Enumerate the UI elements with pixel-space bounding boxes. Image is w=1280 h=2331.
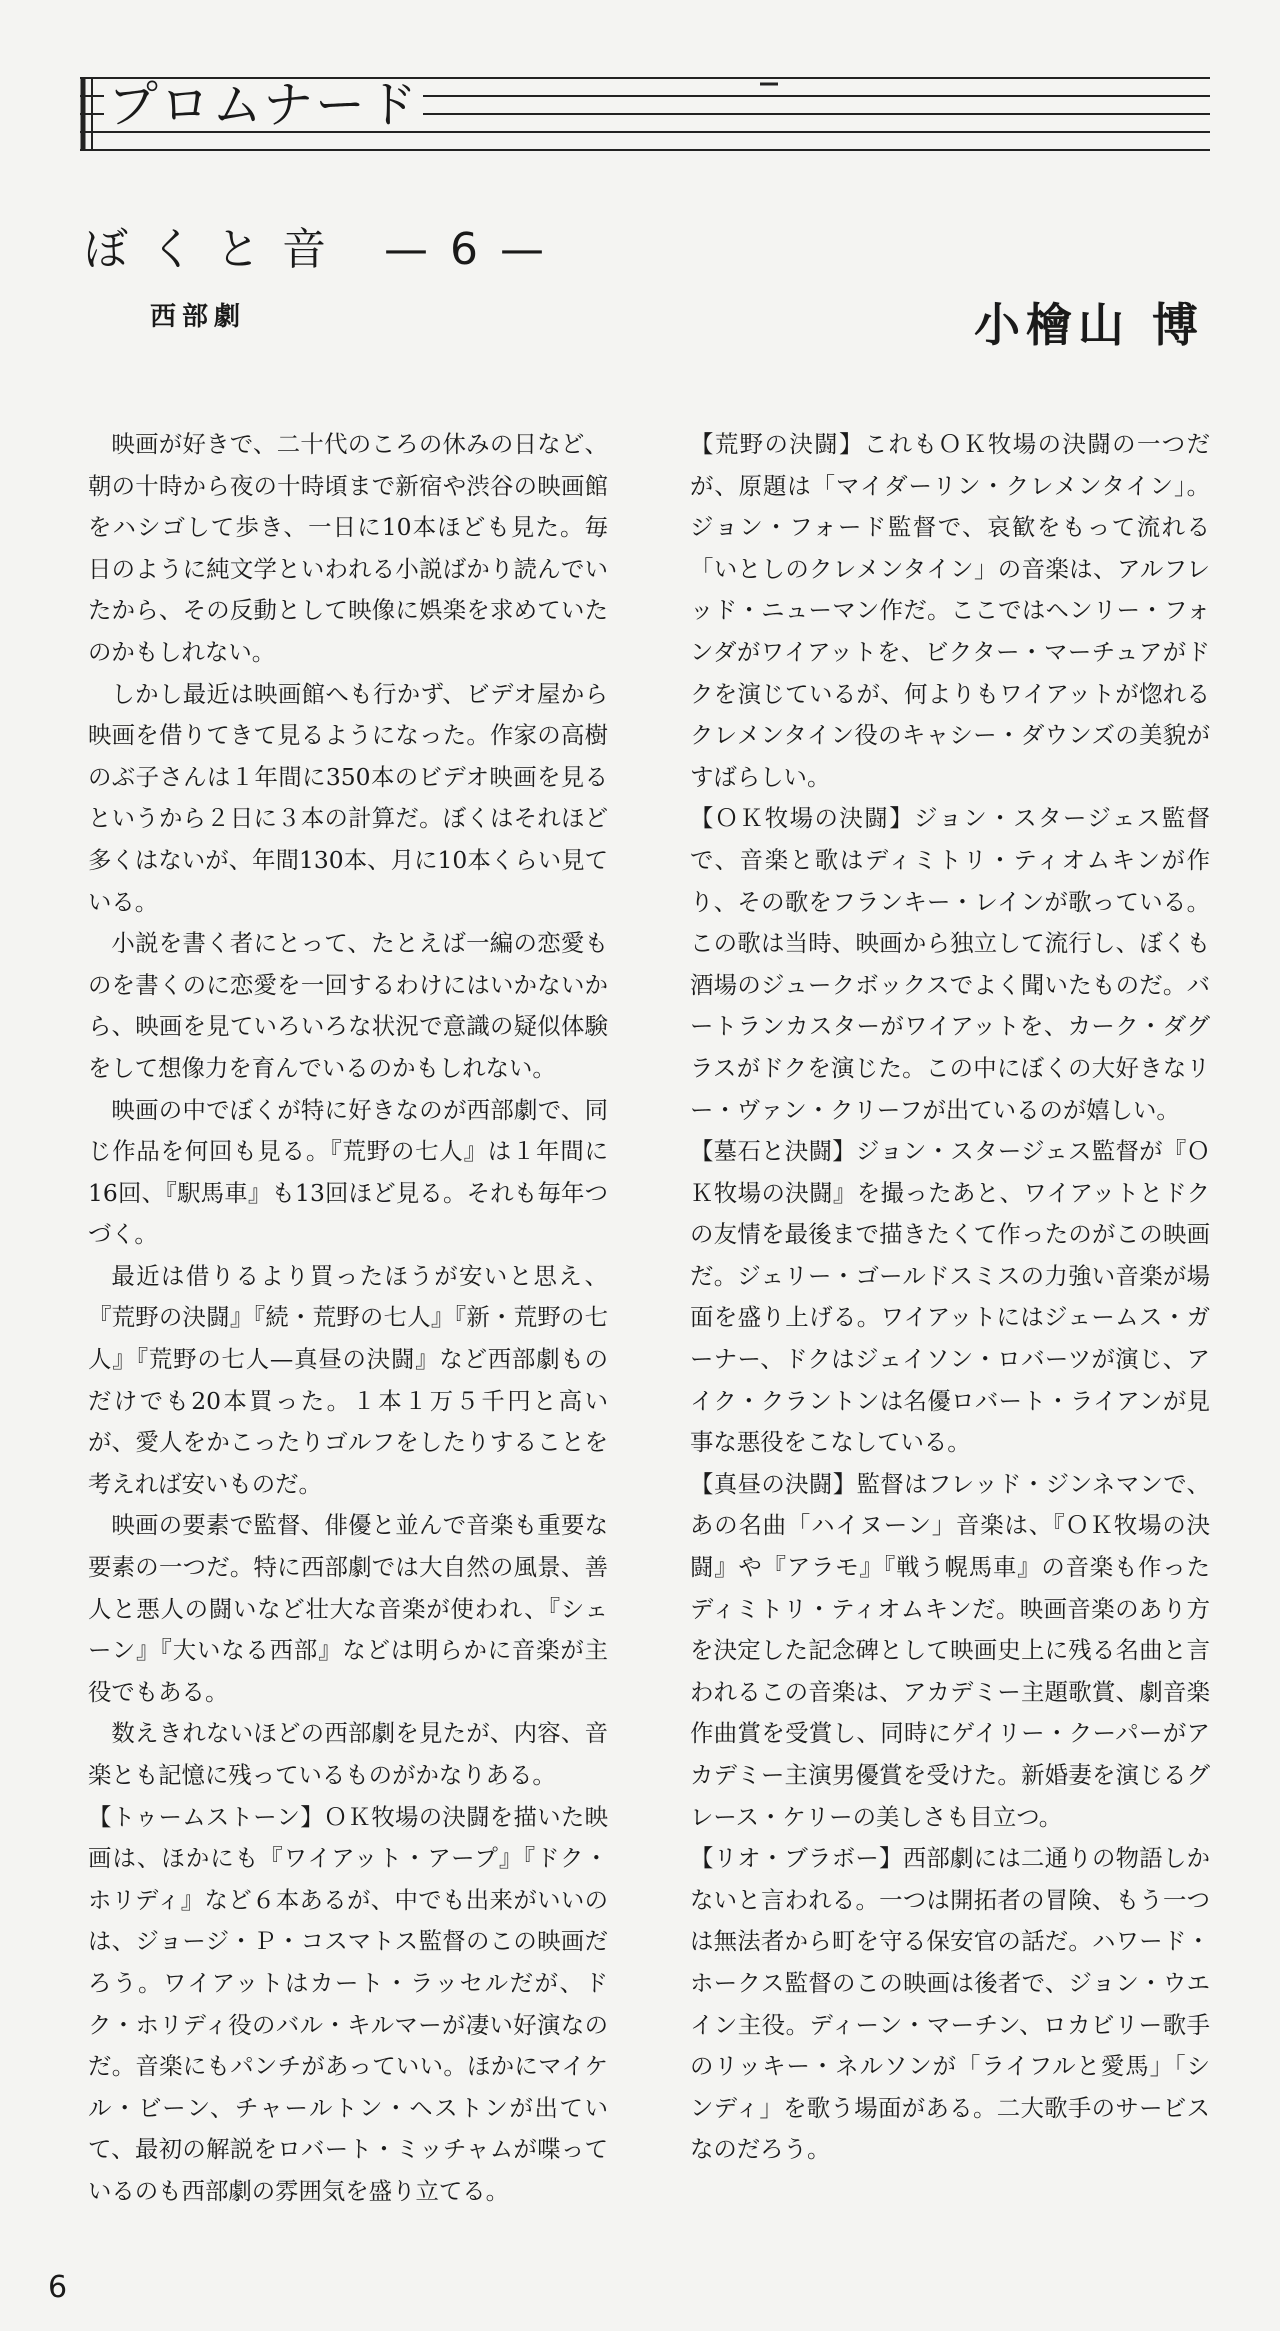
left-column xyxy=(88,424,608,2213)
paragraph: しかし最近は映画館へも行かず、ビデオ屋から映画を借りてきて見るようになった。作家の高樹のぶ子さんは１年間に350本のビデオ映画を見るというから２日に３本の計算だ。ぼくはそれほど多くはないが、年間130本、月に10本くらい見ている。 xyxy=(88,679,608,916)
paragraph: 【荒野の決闘】これもＯＫ牧場の決闘の一つだが、原題は「マイダーリン・クレメンタイン」。ジョン・フォード監督で、哀歓をもって流れる「いとしのクレメンタイン」の音楽は、アルフレッド・ニューマン作だ。ここではヘンリー・フォンダがワイアットを、ビクター・マーチュアがドクを演じているが、何よりもワイアットが惚れるクレメンタイン役のキャシー・ダウンズの美貌がすばらしい。 xyxy=(690,430,1210,791)
page-number: 6 xyxy=(48,2270,68,2305)
paragraph: 【ＯＫ牧場の決闘】ジョン・スタージェス監督で、音楽と歌はディミトリ・ティオムキンが作り、その歌をフランキー・レインが歌っている。この歌は当時、映画から独立して流行し、ぼくも酒場のジュークボックスでよく聞いたものだ。バートランカスターがワイアットを、カーク・ダグラスがドクを演じた。この中にぼくの大好きなリー・ヴァン・クリーフが出ているのが嬉しい。 xyxy=(690,804,1210,1124)
paragraph: 映画の要素で監督、俳優と並んで音楽も重要な要素の一つだ。特に西部劇では大自然の風景、善人と悪人の闘いなど壮大な音楽が使われ、『シェーン』『大いなる西部』などは明らかに音楽が主役でもある。 xyxy=(88,1511,608,1706)
right-column xyxy=(690,424,1210,2171)
paragraph: 小説を書く者にとって、たとえば一編の恋愛ものを書くのに恋愛を一回するわけにはいかないから、映画を見ていろいろな状況で意識の疑似体験をして想像力を育んでいるのかもしれない。 xyxy=(88,929,608,1082)
section-title: プロムナード xyxy=(104,80,423,130)
paragraph: 数えきれないほどの西部劇を見たが、内容、音楽とも記憶に残っているものがかなりある。 xyxy=(88,1719,608,1789)
paragraph: 【トゥームストーン】ＯＫ牧場の決闘を描いた映画は、ほかにも『ワイアット・アープ』『ドク・ホリディ』など６本あるが、中でも出来がいいのは、ジョージ・Ｐ・コスマトス監督のこの映画だろう。ワイアットはカート・ラッセルだが、ドク・ホリディ役のバル・キルマーが凄い好演なのだ。音楽にもパンチがあっていい。ほかにマイケル・ビーン、チャールトン・ヘストンが出ていて、最初の解説をロバート・ミッチャムが喋っているのも西部劇の雰囲気を盛り立てる。 xyxy=(88,1802,608,2205)
paragraph: 【真昼の決闘】監督はフレッド・ジンネマンで、あの名曲「ハイヌーン」音楽は、『ＯＫ牧場の決闘』や『アラモ』『戦う幌馬車』の音楽も作ったディミトリ・ティオムキンだ。映画音楽のあり方を決定した記念碑として映画史上に残る名曲と言われるこの音楽は、アカデミー主題歌賞、劇音楽作曲賞を受賞し、同時にゲイリー・クーパーがアカデミー主演男優賞を受けた。新婚妻を演じるグレース・ケリーの美しさも目立つ。 xyxy=(690,1469,1210,1831)
paragraph: 【墓石と決闘】ジョン・スタージェス監督が『ＯＫ牧場の決闘』を撮ったあと、ワイアットとドクの友情を最後まで描きたくて作ったのがこの映画だ。ジェリー・ゴールドスミスの力強い音楽が場面を盛り上げる。ワイアットにはジェームス・ガーナー、ドクはジェイソン・ロバーツが演じ、アイク・クラントンは名優ロバート・ライアンが見事な悪役をこなしている。 xyxy=(690,1137,1210,1457)
article-subtitle: 西部劇 xyxy=(150,302,247,332)
paragraph: 映画が好きで、二十代のころの休みの日など、朝の十時から夜の十時頃まで新宿や渋谷の映画館をハシゴして歩き、一日に10本ほども見た。毎日のように純文学といわれる小説ばかり読んでいたから、その反動として映像に娯楽を求めていたのかもしれない。 xyxy=(88,430,608,666)
author-name: 小檜山 博 xyxy=(973,298,1204,352)
paragraph: 最近は借りるより買ったほうが安いと思え、『荒野の決闘』『続・荒野の七人』『新・荒野の七人』『荒野の七人—真昼の決闘』など西部劇ものだけでも20本買った。１本１万５千円と高いが、愛人をかこったりゴルフをしたりすることを考えれば安いものだ。 xyxy=(88,1261,608,1498)
article-title: ぼくと音 —6— xyxy=(84,224,566,275)
paragraph: 【リオ・ブラボー】西部劇には二通りの物語しかないと言われる。一つは開拓者の冒険、もう一つは無法者から町を守る保安官の話だ。ハワード・ホークス監督のこの映画は後者で、ジョン・ウエイン主役。ディーン・マーチン、ロカビリー歌手のリッキー・ネルソンが「ライフルと愛馬」「シンディ」を歌う場面がある。二大歌手のサービスなのだろう。 xyxy=(690,1844,1210,2164)
paragraph: 映画の中でぼくが特に好きなのが西部劇で、同じ作品を何回も見る。『荒野の七人』は１年間に16回、『駅馬車』も13回ほど見る。それも毎年つづく。 xyxy=(88,1095,608,1249)
